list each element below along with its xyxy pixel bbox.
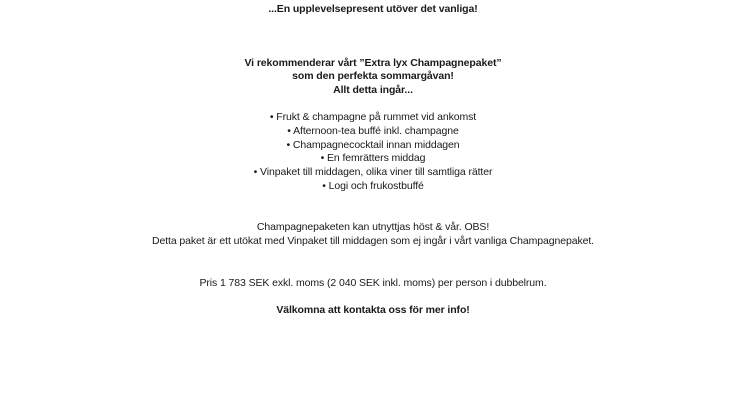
inclusion-item: • Vinpaket till middagen, olika viner till samtliga rätter: [253, 166, 493, 178]
inclusion-item: • Frukt & champagne på rummet vid ankomst: [269, 111, 477, 123]
contact-text: Välkomna att kontakta oss för mer info!: [276, 304, 470, 316]
inclusion-item: • Afternoon-tea buffé inkl. champagne: [287, 125, 459, 137]
notes-line-2: Detta paket är ett utökat med Vinpaket till middagen som ej ingår i vårt vanliga Champagnepaket.: [152, 235, 594, 247]
inclusion-item: • Champagnecocktail innan middagen: [286, 139, 460, 151]
recommendation-line-2: som den perfekta sommargåvan!: [292, 70, 454, 82]
inclusion-item: • En femrätters middag: [320, 152, 426, 164]
inclusion-item: • Logi och frukostbuffé: [322, 180, 424, 192]
tagline: ...En upplevelsepresent utöver det vanliga!: [268, 3, 478, 15]
recommendation-line-3: Allt detta ingår...: [333, 84, 413, 96]
price-text: Pris 1 783 SEK exkl. moms (2 040 SEK inkl. moms) per person i dubbelrum.: [199, 277, 547, 289]
recommendation-line-1: Vi rekommenderar vårt ”Extra lyx Champagnepaket”: [244, 57, 502, 69]
notes-line-1: Champagnepaketen kan utnyttjas höst & vår. OBS!: [256, 221, 490, 233]
